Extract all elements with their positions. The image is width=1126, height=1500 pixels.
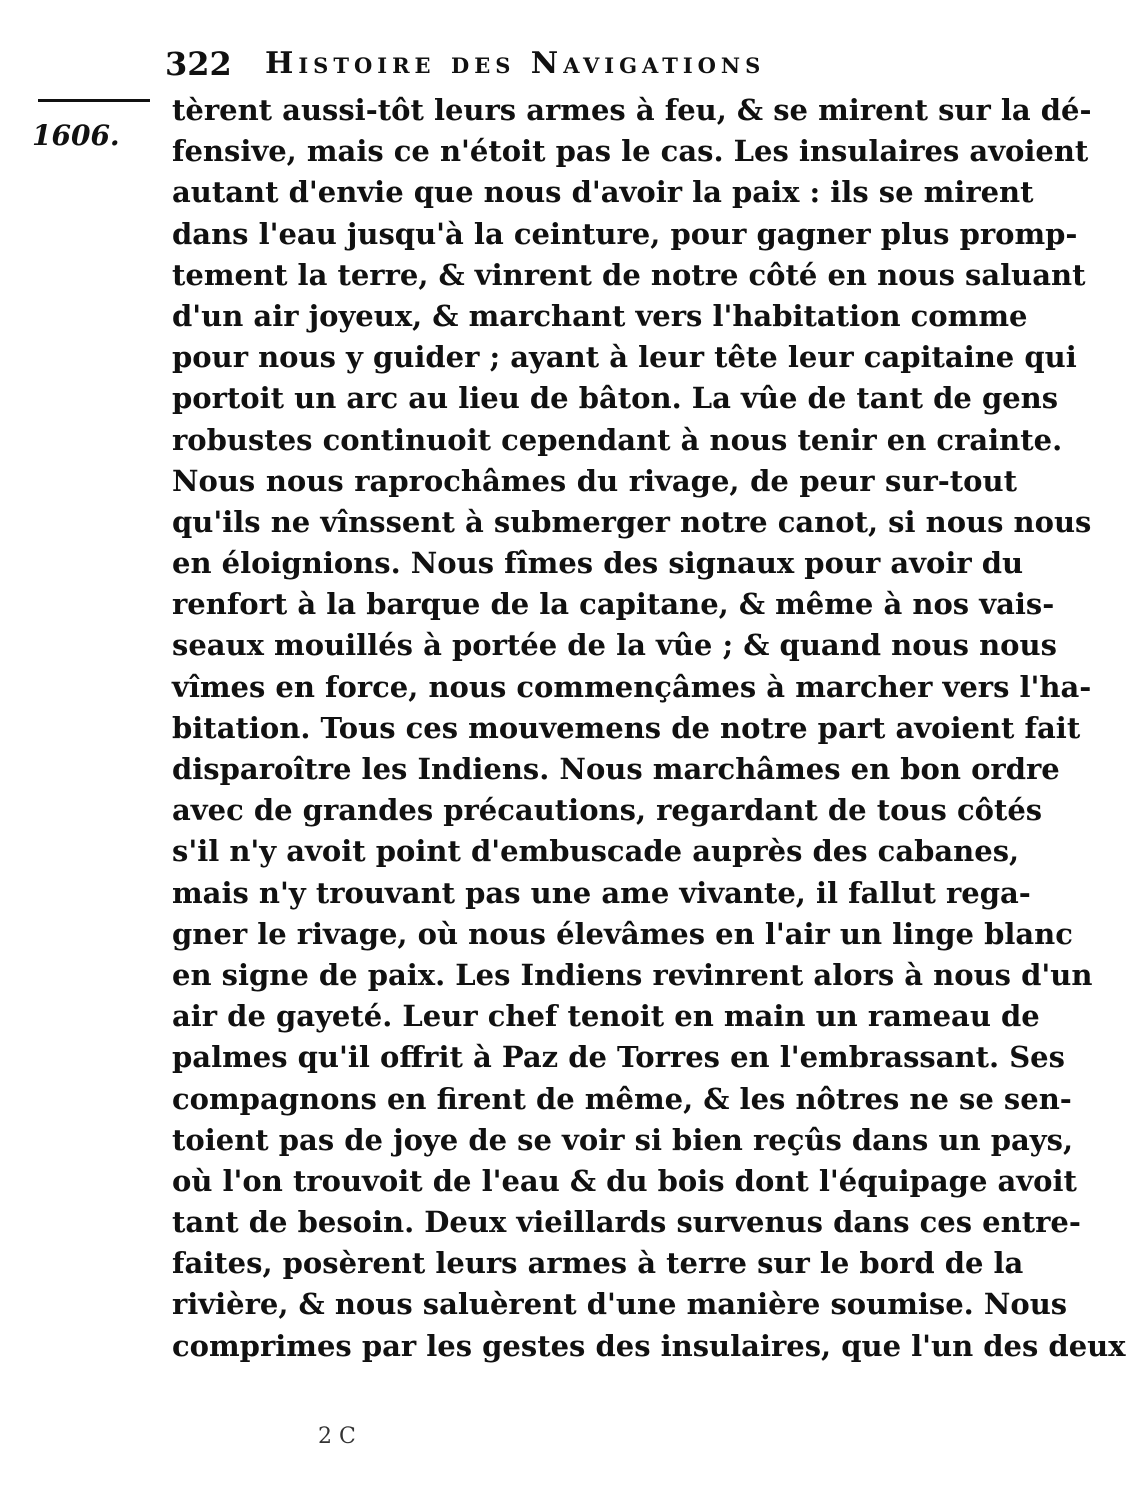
signature-mark: 2 C [318,1424,356,1449]
body-text [172,90,1126,1367]
text-line: Nous nous raprochâmes du rivage, de peur sur-tout [172,463,1017,498]
text-line: air de gayeté. Leur chef tenoit en main un rameau de [172,999,1040,1034]
text-line: palmes qu'il offrit à Paz de Torres en l'embrassant. Ses [172,1040,1065,1075]
text-line: tant de besoin. Deux vieillards survenus dans ces entre- [172,1205,1081,1240]
text-line: avec de grandes précautions, regardant de tous côtés [172,793,1043,828]
page-number: 322 [165,45,232,83]
text-line: s'il n'y avoit point d'embuscade auprès des cabanes, [172,834,1020,869]
text-line: qu'ils ne vînssent à submerger notre canot, si nous nous [172,504,1092,539]
text-line: bitation. Tous ces mouvemens de notre part avoient fait [172,710,1081,745]
text-line: disparoître les Indiens. Nous marchâmes en bon ordre [172,752,1060,786]
text-line: portoit un arc au lieu de bâton. La vûe de tant de gens [172,381,1059,416]
text-line: mais n'y trouvant pas une ame vivante, il fallut rega- [172,875,1031,910]
text-line: robustes continuoit cependant à nous tenir en crainte. [172,422,1063,457]
text-line: en signe de paix. Les Indiens revinrent alors à nous d'un [172,957,1093,992]
text-line: toient pas de joye de se voir si bien reçûs dans un pays, [172,1122,1074,1157]
text-line: autant d'envie que nous d'avoir la paix : ils se mirent [172,175,1034,210]
text-line: comprimes par les gestes des insulaires, que l'un des deux [172,1328,1126,1363]
text-line: faites, posèrent leurs armes à terre sur le bord de la [172,1246,1024,1281]
margin-year-note: 1606. [32,119,120,152]
text-line: dans l'eau jusqu'à la ceinture, pour gagner plus promp- [172,216,1078,251]
running-title: Histoire des Navigations [265,46,766,81]
text-line: rivière, & nous saluèrent d'une manière soumise. Nous [172,1287,1068,1322]
text-line: vîmes en force, nous commençâmes à marcher vers l'ha- [172,669,1092,704]
text-line: tèrent aussi-tôt leurs armes à feu, & se mirent sur la dé- [172,93,1092,127]
text-line: renfort à la barque de la capitane, & même à nos vais- [172,587,1055,622]
text-line: où l'on trouvoit de l'eau & du bois dont l'équipage avoit [172,1163,1077,1198]
text-line: seaux mouillés à portée de la vûe ; & quand nous nous [172,628,1057,663]
margin-rule [38,99,150,102]
text-line: d'un air joyeux, & marchant vers l'habitation comme [172,298,1028,333]
text-line: tement la terre, & vinrent de notre côté en nous saluant [172,257,1086,292]
text-line: fensive, mais ce n'étoit pas le cas. Les insulaires avoient [172,134,1089,169]
page-header [165,44,875,84]
text-line: compagnons en firent de même, & les nôtres ne se sen- [172,1081,1072,1116]
text-line: gner le rivage, où nous élevâmes en l'air un linge blanc [172,916,1073,951]
text-line: en éloignions. Nous fîmes des signaux pour avoir du [172,546,1024,581]
text-line: pour nous y guider ; ayant à leur tête leur capitaine qui [172,340,1077,375]
